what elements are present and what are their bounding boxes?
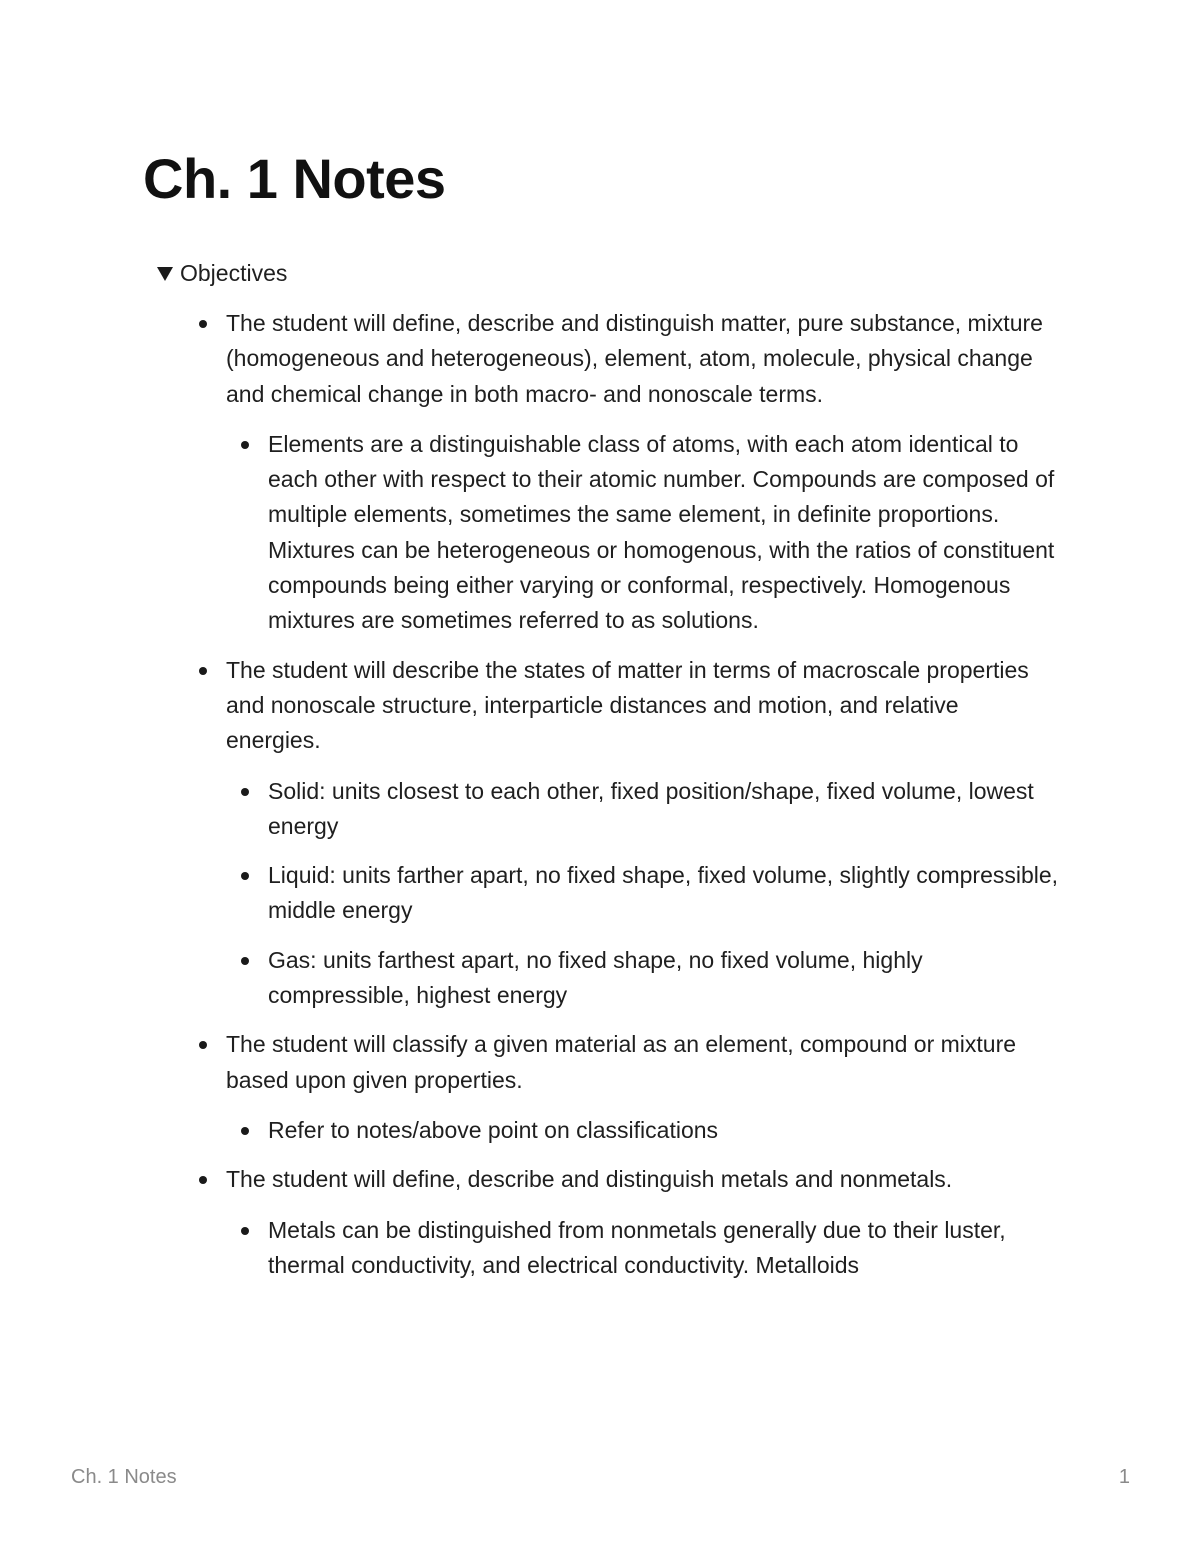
bullet-icon [199, 667, 207, 675]
list-item-text: The student will classify a given material as an element, compound or mixture based upon given properties. [226, 1031, 1017, 1093]
sub-list-item-text: Metals can be distinguished from nonmetals generally due to their luster, thermal conductivity, and electrical conductivity. Metalloids [268, 1216, 1006, 1278]
sub-list-item [268, 1113, 1068, 1148]
objectives-list [226, 306, 1059, 1297]
sub-list-item [268, 943, 1068, 1014]
sub-list-item-text: Elements are a distinguishable class of atoms, with each atom identical to each other with respect to their atomic number. Compounds are composed of multiple elements, sometimes the same element, in definite proportions. Mixtures can be heterogeneous or homogenous, with the ratios of constituent compounds being either varying or conformal, respectively. Homogenous mixtures are sometimes referred to as solutions. [268, 430, 1055, 634]
bullet-icon [241, 1227, 249, 1235]
sub-list-item [268, 774, 1068, 845]
sub-list [268, 427, 1068, 639]
bullet-icon [199, 1041, 207, 1049]
bullet-icon [241, 957, 249, 965]
bullet-icon [241, 1127, 249, 1135]
list-item-text: The student will define, describe and distinguish metals and nonmetals. [226, 1166, 953, 1193]
sub-list-item-text: Solid: units closest to each other, fixed position/shape, fixed volume, lowest energy [268, 777, 1034, 839]
bullet-icon [241, 441, 249, 449]
list-item [226, 653, 1059, 1014]
list-item [226, 1162, 1056, 1283]
objectives-toggle [157, 256, 1059, 1278]
list-item-text: The student will define, describe and distinguish matter, pure substance, mixture (homogeneous and heterogeneous), element, atom, molecule, physical change and chemical change in both macro- and nonoscale terms. [226, 310, 1043, 407]
list-item [226, 306, 1056, 639]
sub-list-item-text: Liquid: units farther apart, no fixed shape, fixed volume, slightly compressible, middle energy [268, 862, 1059, 924]
sub-list [268, 774, 1068, 1014]
toggle-header[interactable] [157, 256, 1057, 290]
page-number: 1 [1118, 1466, 1130, 1488]
sub-list-item-text: Refer to notes/above point on classifications [268, 1116, 719, 1143]
sub-list-item-text: Gas: units farthest apart, no fixed shape, no fixed volume, highly compressible, highest energy [268, 946, 923, 1009]
page-title: Ch. 1 Notes [143, 147, 446, 210]
list-item-text: The student will describe the states of matter in terms of macroscale properties and nonoscale structure, interparticle distances and motion, and relative energies. [226, 656, 1029, 754]
bullet-icon [241, 872, 249, 880]
bullet-icon [199, 320, 207, 328]
sub-list [268, 1213, 1068, 1284]
footer-title: Ch. 1 Notes [71, 1466, 177, 1488]
sub-list-item [268, 1213, 1068, 1284]
bullet-icon [199, 1176, 207, 1184]
triangle-down-icon[interactable] [157, 267, 173, 281]
sub-list [268, 1113, 1068, 1148]
bullet-icon [241, 788, 249, 796]
toggle-label: Objectives [180, 260, 288, 286]
sub-list-item [268, 427, 1068, 639]
list-item [226, 1027, 1056, 1148]
sub-list-item [268, 858, 1068, 929]
